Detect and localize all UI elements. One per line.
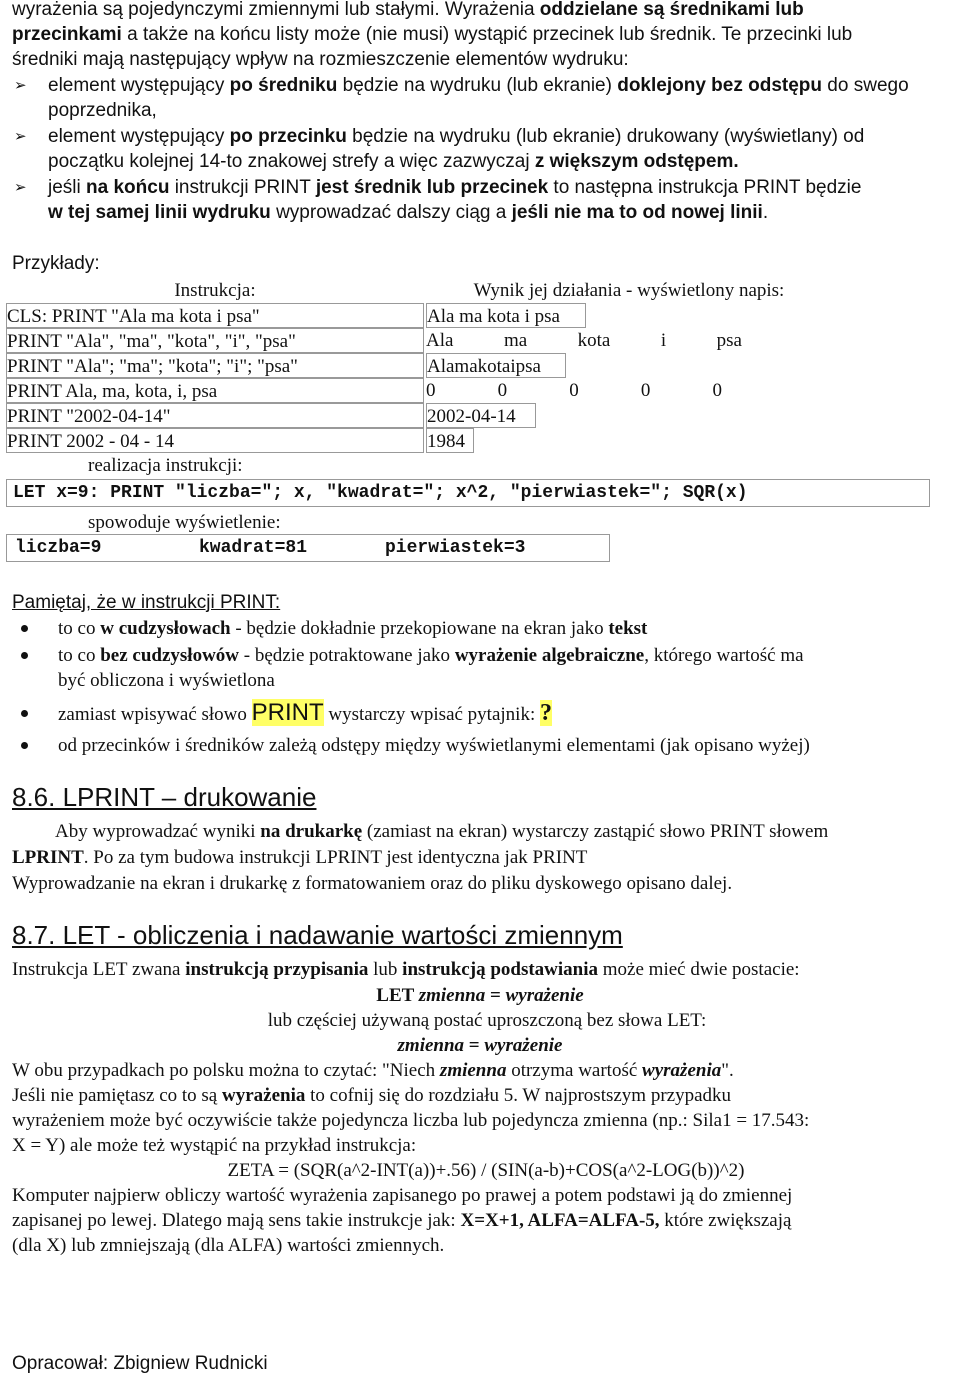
- output-token: i: [660, 330, 667, 351]
- rule-text: będzie na wydruku (lub ekranie): [337, 75, 618, 96]
- realization-label: realizacja instrukcji:: [88, 455, 243, 476]
- s87-text: które zwiększają: [659, 1210, 792, 1231]
- s87-italic: wyrażenia: [642, 1060, 722, 1081]
- bullet-dot-icon: [21, 742, 28, 749]
- s87-bold: =: [485, 985, 506, 1006]
- rule-1: [48, 73, 909, 99]
- s87-para-4: wyrażeniem może być oczywiście także pojedyncza liczba lub pojedyncza zmienna (np.: Sila1 = 17.543:: [12, 1110, 810, 1131]
- rule-bold: jeśli nie ma to od nowej linii: [511, 202, 763, 223]
- rule-1-cont: [48, 98, 157, 124]
- column-header-output: Wynik jej działania - wyświetlony napis:: [473, 280, 785, 301]
- instruction-cell: CLS: PRINT "Ala ma kota i psa": [6, 303, 424, 328]
- s87-text: W obu przypadkach po polsku można to czytać: "Niech: [12, 1060, 440, 1081]
- rule-bold: z większym odstępem.: [534, 151, 739, 172]
- s87-text: zapisanej po lewej. Dlatego mają sens takie instrukcje jak:: [12, 1210, 461, 1231]
- s87-text: to cofnij się do rozdziału 5. W najprostszym przypadku: [305, 1085, 732, 1106]
- intro-text: średniki mają następujący wpływ na rozmieszczenie elementów wydruku:: [12, 49, 629, 70]
- rule-bold: na końcu: [86, 177, 170, 198]
- s87-para-5: X = Y) ale może też wystąpić na przykład instrukcja:: [12, 1135, 417, 1156]
- rule-bold: po przecinku: [229, 126, 347, 147]
- intro-line-3: [12, 47, 629, 73]
- intro-text: Te przecinki lub: [721, 24, 853, 45]
- table-row: [6, 378, 832, 403]
- result-label: spowoduje wyświetlenie:: [88, 512, 281, 533]
- bullet-dot-icon: [21, 652, 28, 659]
- remember-text: to co: [58, 645, 101, 666]
- output-token: psa: [716, 330, 742, 351]
- remember-text: , którego wartość ma: [644, 645, 804, 666]
- intro-bold: przecinkami: [12, 24, 122, 45]
- s87-bold: X=X+1, ALFA=ALFA-5,: [460, 1210, 660, 1231]
- s87-italic: zmienna: [397, 1035, 465, 1056]
- s87-text: lub: [368, 959, 403, 980]
- s87-bold: wyrażenia: [222, 1085, 306, 1106]
- rule-text: do swego: [822, 75, 909, 96]
- intro-line-2: [12, 22, 852, 48]
- rule-2-cont: [48, 149, 739, 175]
- s87-text: Jeśli nie pamiętasz co to są: [12, 1085, 222, 1106]
- rule-text: początku kolejnej 14-to znakowej strefy a więc zazwyczaj: [48, 151, 535, 172]
- remember-bold: tekst: [608, 618, 648, 639]
- let-form-mid: lub częściej używaną postać uproszczoną bez słowa LET:: [267, 1010, 707, 1031]
- remember-bold: bez cudzysłowów: [100, 645, 240, 666]
- s86-bold: LPRINT: [12, 847, 84, 868]
- intro-bold: oddzielane są średnikami lub: [539, 0, 804, 20]
- rule-text: poprzednika,: [48, 100, 157, 121]
- code-box: LET x=9: PRINT "liczba="; x, "kwadrat="; x^2, "pierwiastek="; SQR(x): [6, 479, 930, 507]
- section-8-6-heading: 8.6. LPRINT – drukowanie: [12, 782, 317, 812]
- s86-bold: na drukarkę: [260, 821, 363, 842]
- s87-bold: LET: [376, 985, 419, 1006]
- result-token: liczba=9: [15, 538, 102, 558]
- s87-text: Instrukcja LET zwana: [12, 959, 186, 980]
- remember-bold: w cudzysłowach: [100, 618, 231, 639]
- result-box: [6, 534, 610, 562]
- instruction-cell: PRINT 2002 - 04 - 14: [6, 428, 424, 453]
- column-header-instruction: Instrukcja:: [174, 280, 256, 301]
- rule-text: to następna instrukcja PRINT będzie: [548, 177, 862, 198]
- s87-para-2: [12, 1058, 734, 1084]
- s87-para-6: Komputer najpierw obliczy wartość wyrażenia zapisanego po prawej a potem podstawi ją do zmiennej: [12, 1185, 793, 1206]
- output-cell: [426, 328, 742, 353]
- remember-text: to co: [58, 618, 101, 639]
- output-token: 0: [712, 380, 722, 401]
- output-cell: Ala ma kota i psa: [426, 303, 586, 328]
- intro-text: wyrażenia są pojedynczymi zmiennymi lub stałymi. Wyrażenia: [12, 0, 540, 20]
- rule-text: element występujący: [48, 75, 230, 96]
- output-token: 0: [497, 380, 508, 401]
- s87-text: ".: [721, 1060, 734, 1081]
- examples-heading: Przykłady:: [12, 253, 100, 274]
- table-row: [6, 303, 832, 328]
- remember-item-2-cont: być obliczona i wyświetlona: [58, 670, 275, 691]
- remember-item-2: [58, 643, 804, 669]
- bullet-dot-icon: [21, 625, 28, 632]
- intro-text: a także na końcu listy może (nie musi) wystąpić przecinek lub średnik.: [121, 24, 722, 45]
- s87-text: otrzyma wartość: [506, 1060, 643, 1081]
- rule-text: będzie na wydruku (lub ekranie) drukowany (wyświetlany) od: [346, 126, 865, 147]
- output-cell: Alamakotaipsa: [426, 353, 566, 378]
- output-token: 0: [426, 380, 436, 401]
- s87-italic: wyrażenie: [505, 985, 584, 1006]
- s86-para-2: [12, 845, 587, 871]
- s87-bold: instrukcją przypisania: [185, 959, 369, 980]
- s86-text: . Po za tym budowa instrukcji LPRINT jest identyczna jak PRINT: [83, 847, 588, 868]
- instruction-cell: PRINT Ala, ma, kota, i, psa: [6, 378, 424, 403]
- rule-3-cont: [48, 200, 768, 226]
- s87-italic: wyrażenie: [484, 1035, 563, 1056]
- arrow-bullet-icon: ➢: [14, 129, 27, 145]
- instruction-cell: PRINT "Ala"; "ma"; "kota"; "i"; "psa": [6, 353, 424, 378]
- question-mark-highlight: ?: [540, 700, 552, 726]
- table-row: [6, 328, 832, 353]
- instruction-cell: PRINT "2002-04-14": [6, 403, 424, 428]
- remember-item-3: [58, 700, 552, 728]
- s87-italic: zmienna: [418, 985, 486, 1006]
- rule-text: instrukcji PRINT: [169, 177, 316, 198]
- s87-bold: instrukcją podstawiania: [402, 959, 599, 980]
- result-token: pierwiastek=3: [385, 538, 526, 558]
- output-token: kota: [577, 330, 611, 351]
- rule-bold: po średniku: [229, 75, 338, 96]
- zeta-formula: ZETA = (SQR(a^2-INT(a))+.56) / (SIN(a-b)+COS(a^2-LOG(b))^2): [227, 1160, 745, 1181]
- remember-text: zamiast wpisywać słowo: [58, 704, 252, 725]
- output-cell: [426, 378, 722, 403]
- rule-text: .: [762, 202, 769, 223]
- s87-para-1: [12, 957, 800, 983]
- arrow-bullet-icon: ➢: [14, 78, 27, 94]
- examples-header-row: [6, 278, 832, 303]
- s86-para-3: Wyprowadzanie na ekran i drukarkę z formatowaniem oraz do pliku dyskowego opisano dalej.: [12, 873, 733, 894]
- let-form-short: [0, 1033, 960, 1059]
- instruction-cell: PRINT "Ala", "ma", "kota", "i", "psa": [6, 328, 424, 353]
- output-token: 0: [640, 380, 651, 401]
- s86-para-1: [55, 819, 828, 845]
- rule-text: wyprowadzać dalszy ciąg a: [270, 202, 512, 223]
- remember-bold: wyrażenie algebraiczne: [454, 645, 645, 666]
- output-cell: 1984: [426, 428, 474, 453]
- s87-para-7: [12, 1208, 791, 1234]
- output-token: ma: [503, 330, 528, 351]
- rule-3: [48, 175, 861, 201]
- arrow-bullet-icon: ➢: [14, 180, 27, 196]
- bullet-dot-icon: [21, 710, 28, 717]
- rule-bold: w tej samej linii wydruku: [48, 202, 271, 223]
- rule-bold: jest średnik lub przecinek: [315, 177, 549, 198]
- remember-heading: Pamiętaj, że w instrukcji PRINT:: [12, 592, 281, 613]
- s87-italic: zmienna: [439, 1060, 507, 1081]
- remember-text: - będzie dokładnie przekopiowane na ekran jako: [230, 618, 609, 639]
- s87-bold: =: [464, 1035, 485, 1056]
- result-token: kwadrat=81: [199, 538, 308, 558]
- table-row: [6, 353, 832, 378]
- s87-text: może mieć dwie postacie:: [598, 959, 800, 980]
- remember-item-1: [58, 616, 647, 642]
- output-token: Ala: [426, 330, 454, 351]
- s86-text: Aby wyprowadzać wyniki: [55, 821, 261, 842]
- rule-text: jeśli: [48, 177, 87, 198]
- footer-author: Opracował: Zbigniew Rudnicki: [12, 1353, 268, 1374]
- rule-bold: doklejony bez odstępu: [617, 75, 823, 96]
- output-token: 0: [569, 380, 579, 401]
- output-cell: 2002-04-14: [426, 403, 536, 428]
- table-row: [6, 428, 832, 453]
- remember-text: wystarczy wpisać pytajnik:: [323, 704, 540, 725]
- intro-line-1: [12, 0, 804, 23]
- remember-item-4: od przecinków i średników zależą odstępy między wyświetlanymi elementami (jak opisano wyżej): [58, 735, 810, 756]
- table-row: [6, 403, 832, 428]
- s87-para-3: [12, 1083, 731, 1109]
- remember-text: - będzie potraktowane jako: [239, 645, 455, 666]
- rule-2: [48, 124, 864, 150]
- rule-text: element występujący: [48, 126, 230, 147]
- let-form-full: [0, 983, 960, 1009]
- print-highlight: PRINT: [251, 699, 324, 726]
- s87-para-8: (dla X) lub zmniejszają (dla ALFA) wartości zmiennych.: [12, 1235, 445, 1256]
- s86-text: (zamiast na ekran) wystarczy zastąpić słowo PRINT słowem: [362, 821, 829, 842]
- section-8-7-heading: 8.7. LET - obliczenia i nadawanie wartości zmiennym: [12, 920, 623, 950]
